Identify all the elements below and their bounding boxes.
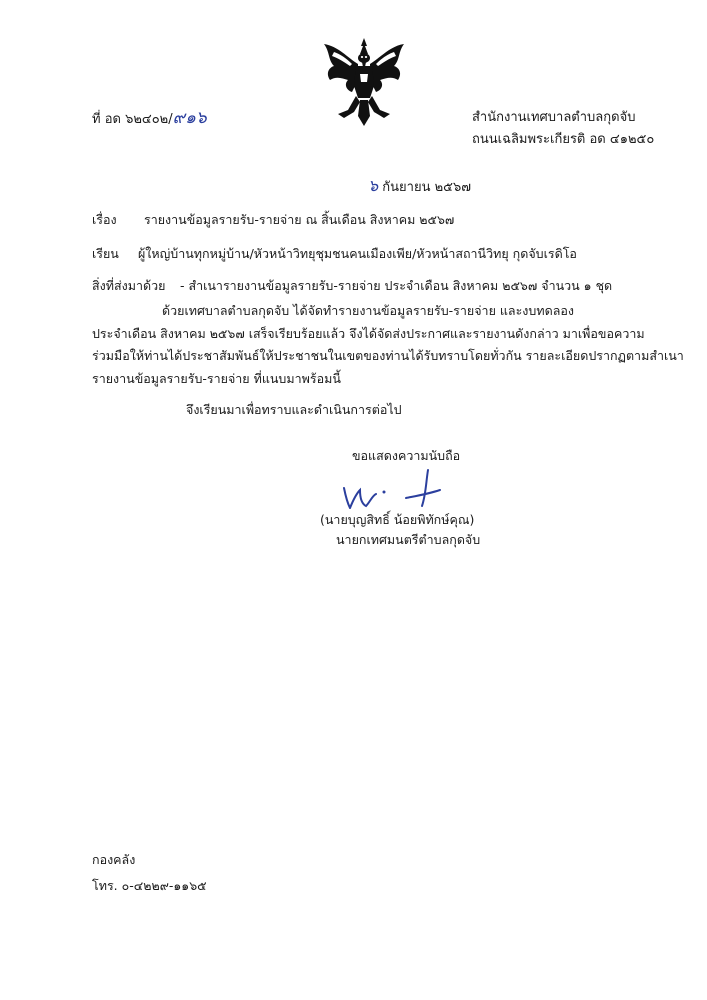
garuda-emblem bbox=[318, 36, 410, 128]
regards: ขอแสดงความนับถือ bbox=[352, 448, 461, 463]
body-line: ร่วมมือให้ท่านได้ประชาสัมพันธ์ให้ประชาชนในเขตของท่านได้รับทราบโดยทั่วกัน รายละเอียดปรากฏตามสำเนา bbox=[92, 348, 684, 363]
reference-number bbox=[92, 104, 207, 131]
letter-date bbox=[368, 174, 471, 199]
office-name: สำนักงานเทศบาลตำบลกุดจับ bbox=[472, 110, 636, 125]
date-day-handwritten: ๖ bbox=[368, 176, 379, 195]
signatory-position: นายกเทศมนตรีตำบลกุดจับ bbox=[336, 532, 481, 547]
reference-handwritten: ๙๑๖ bbox=[172, 108, 207, 128]
subject-line bbox=[92, 210, 454, 230]
subject-text: รายงานข้อมูลรายรับ-รายจ่าย ณ สิ้นเดือน สิงหาคม ๒๕๖๗ bbox=[143, 212, 455, 227]
reference-prefix: ที่ อด ๖๒๔๐๒/ bbox=[92, 112, 173, 127]
date-month-year: กันยายน ๒๕๖๗ bbox=[382, 180, 472, 195]
footer-department: กองคลัง bbox=[92, 852, 136, 867]
recipient-line bbox=[92, 244, 577, 264]
enclosure-label: สิ่งที่ส่งมาด้วย bbox=[92, 278, 166, 293]
subject-label: เรื่อง bbox=[92, 212, 117, 227]
enclosure-text: - สำเนารายงานข้อมูลรายรับ-รายจ่าย ประจำเดือน สิงหาคม ๒๕๖๗ จำนวน ๑ ชุด bbox=[179, 278, 613, 293]
signature-icon bbox=[336, 468, 446, 514]
recipient-text: ผู้ใหญ่บ้านทุกหมู่บ้าน/หัวหน้าวิทยุชุมชนคนเมืองเพีย/หัวหน้าสถานีวิทยุ กุดจับเรดิโอ bbox=[137, 246, 577, 261]
footer-phone: โทร. ๐-๔๒๒๙-๑๑๖๕ bbox=[92, 878, 207, 893]
office-address: ถนนเฉลิมพระเกียรติ อด ๔๑๒๕๐ bbox=[472, 132, 655, 147]
recipient-label: เรียน bbox=[92, 246, 119, 261]
garuda-emblem-icon bbox=[318, 36, 410, 128]
signatory-name: (นายบุญสิทธิ์ น้อยพิทักษ์คุณ) bbox=[320, 512, 475, 527]
body-paragraph bbox=[92, 300, 684, 390]
handwritten-signature bbox=[336, 468, 446, 514]
closing-request: จึงเรียนมาเพื่อทราบและดำเนินการต่อไป bbox=[186, 402, 402, 417]
enclosure-line bbox=[92, 276, 612, 296]
body-line: ประจำเดือน สิงหาคม ๒๕๖๗ เสร็จเรียบร้อยแล้ว จึงได้จัดส่งประกาศและรายงานดังกล่าว มาเพื่อขอความ bbox=[92, 325, 645, 341]
body-line: รายงานข้อมูลรายรับ-รายจ่าย ที่แนบมาพร้อมนี้ bbox=[92, 370, 341, 386]
body-line: ด้วยเทศบาลตำบลกุดจับ ได้จัดทำรายงานข้อมูลรายรับ-รายจ่าย และงบทดลอง bbox=[162, 303, 574, 318]
